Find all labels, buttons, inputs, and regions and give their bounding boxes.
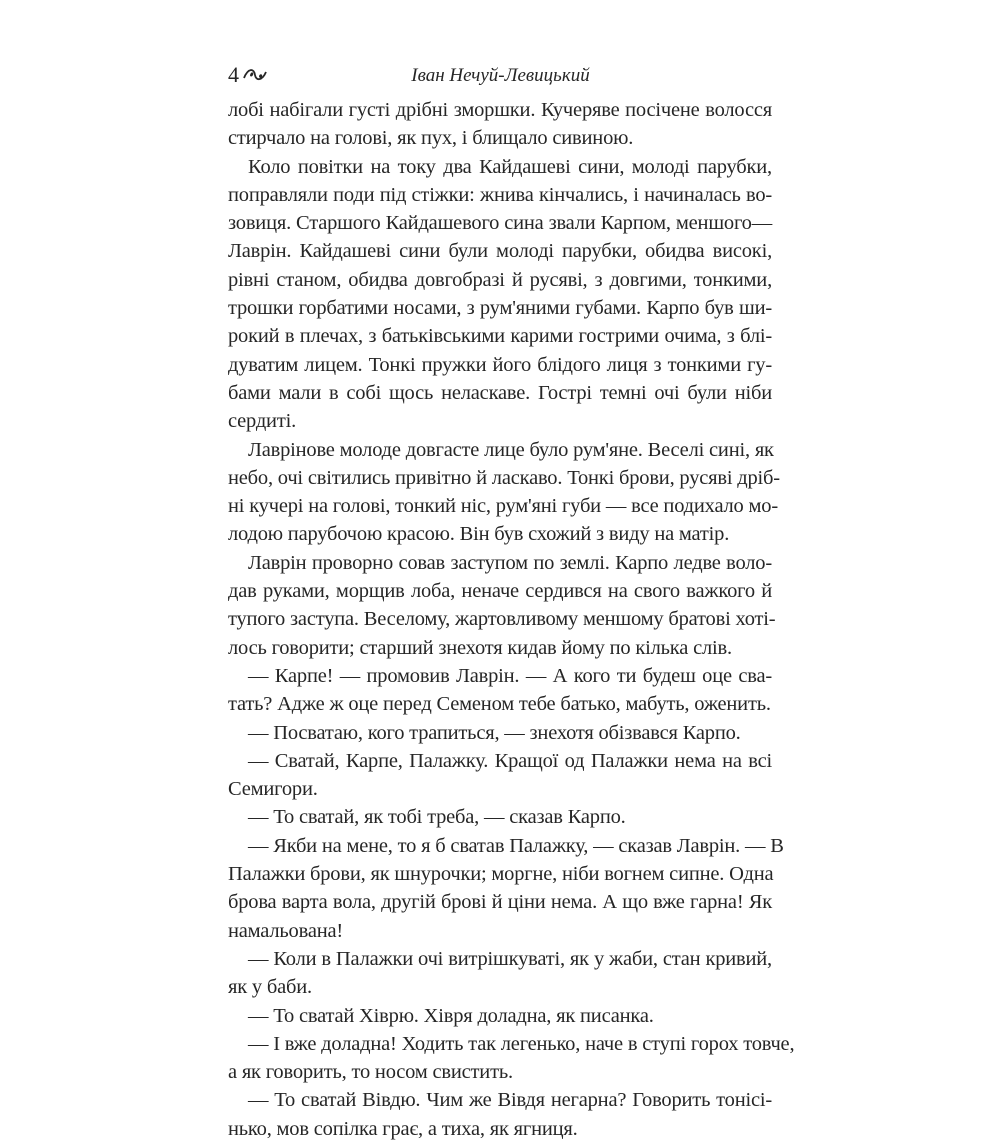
text-line: Лаврінове молоде довгасте лице було рум'яне. Веселі сині, як	[248, 438, 774, 461]
text-line: трошки горбатими носами, з рум'яними губами. Карпо був ши-	[228, 297, 772, 320]
text-line: як у баби.	[228, 976, 312, 999]
text-line: намальована!	[228, 919, 344, 942]
text-line: — То сватай Хіврю. Хівря доладна, як писанка.	[248, 1004, 654, 1027]
text-line: рокий в плечах, з батьківськими карими гострими очима, з блі-	[228, 325, 772, 348]
text-line: а як говорить, то носом свистить.	[228, 1061, 513, 1084]
text-line: дуватим лицем. Тонкі пружки його блідого лиця з тонкими гу-	[228, 353, 772, 376]
text-line: нько, мов сопілка грає, а тиха, як ягниця.	[228, 1117, 578, 1140]
text-line: тупого заступа. Веселому, жартовливому меншому братові хотi-	[228, 608, 776, 631]
text-line: рівні станом, обидва довгобразі й русяві, з довгими, тонкими,	[228, 268, 772, 291]
text-line: сердиті.	[228, 410, 297, 433]
text-line: — То сватай Вівдю. Чим же Вівдя негарна? Говорить тонісі-	[248, 1089, 772, 1112]
text-line: поправляли поди під стіжки: жнива кінчались, і начиналась во-	[228, 183, 772, 206]
text-line: лобі набігали густі дрібні зморшки. Кучеряве посічене волосся	[228, 99, 772, 121]
text-line: брова варта вола, другій брові й ціни нема. А що вже гарна! Як	[228, 891, 772, 914]
text-line: — Сватай, Карпе, Палажку. Кращої од Палажки нема на всі	[248, 749, 772, 772]
text-line: — Якби на мене, то я б сватав Палажку, — сказав Лаврін. — В	[248, 834, 784, 857]
page-number: 4	[228, 62, 239, 87]
text-line: лось говорити; старший знехотя кидав йому по кілька слів.	[228, 636, 732, 659]
text-line: ні кучері на голові, тонкий ніс, рум'яні губи — все подихало мо-	[228, 495, 778, 518]
text-line: Коло повітки на току два Кайдашеві сини, молоді парубки,	[248, 155, 772, 178]
body-text	[228, 96, 795, 1143]
text-line: зовиця. Старшого Кайдашевого сина звали Карпом, меншого—	[228, 212, 772, 235]
text-line: тать? Адже ж оце перед Семеном тебе батько, мабуть, оженить.	[228, 693, 771, 716]
text-line: лодою парубочою красою. Він був схожий з виду на матір.	[228, 523, 730, 546]
text-line: Семигори.	[228, 778, 318, 801]
text-line: — І вже доладна! Ходить так легенько, наче в ступі горох товче,	[248, 1032, 795, 1055]
text-line: бами мали в собі щось неласкаве. Гострі темні очі були ніби	[228, 381, 772, 404]
text-line: — То сватай, як тобі треба, — сказав Карпо.	[248, 806, 626, 829]
text-line: дав руками, морщив лоба, неначе сердився на свого важкого й	[228, 580, 772, 603]
text-line: стирчало на голові, як пух, і блищало сивиною.	[228, 127, 634, 150]
text-line: Лаврін проворно совав заступом по землі. Карпо ледве воло-	[248, 551, 772, 574]
text-line: — Посватаю, кого трапиться, — знехотя обізвався Карпо.	[248, 721, 741, 744]
text-line: Палажки брови, як шнурочки; моргне, ніби вогнем сипне. Одна	[228, 863, 774, 886]
text-line: — Карпе! — промовив Лаврін. — А кого ти будеш оце сва-	[248, 664, 772, 687]
running-header	[228, 62, 773, 90]
text-line: небо, очі світились привітно й ласкаво. Тонкі брови, русяві дріб-	[228, 466, 780, 489]
header-author: Іван Нечуй-Левицький	[411, 65, 590, 86]
text-line: Лаврін. Кайдашеві сини були молоді парубки, обидва високі,	[228, 240, 772, 263]
text-line: — Коли в Палажки очі витрішкуваті, як у жаби, стан кривий,	[248, 947, 772, 970]
